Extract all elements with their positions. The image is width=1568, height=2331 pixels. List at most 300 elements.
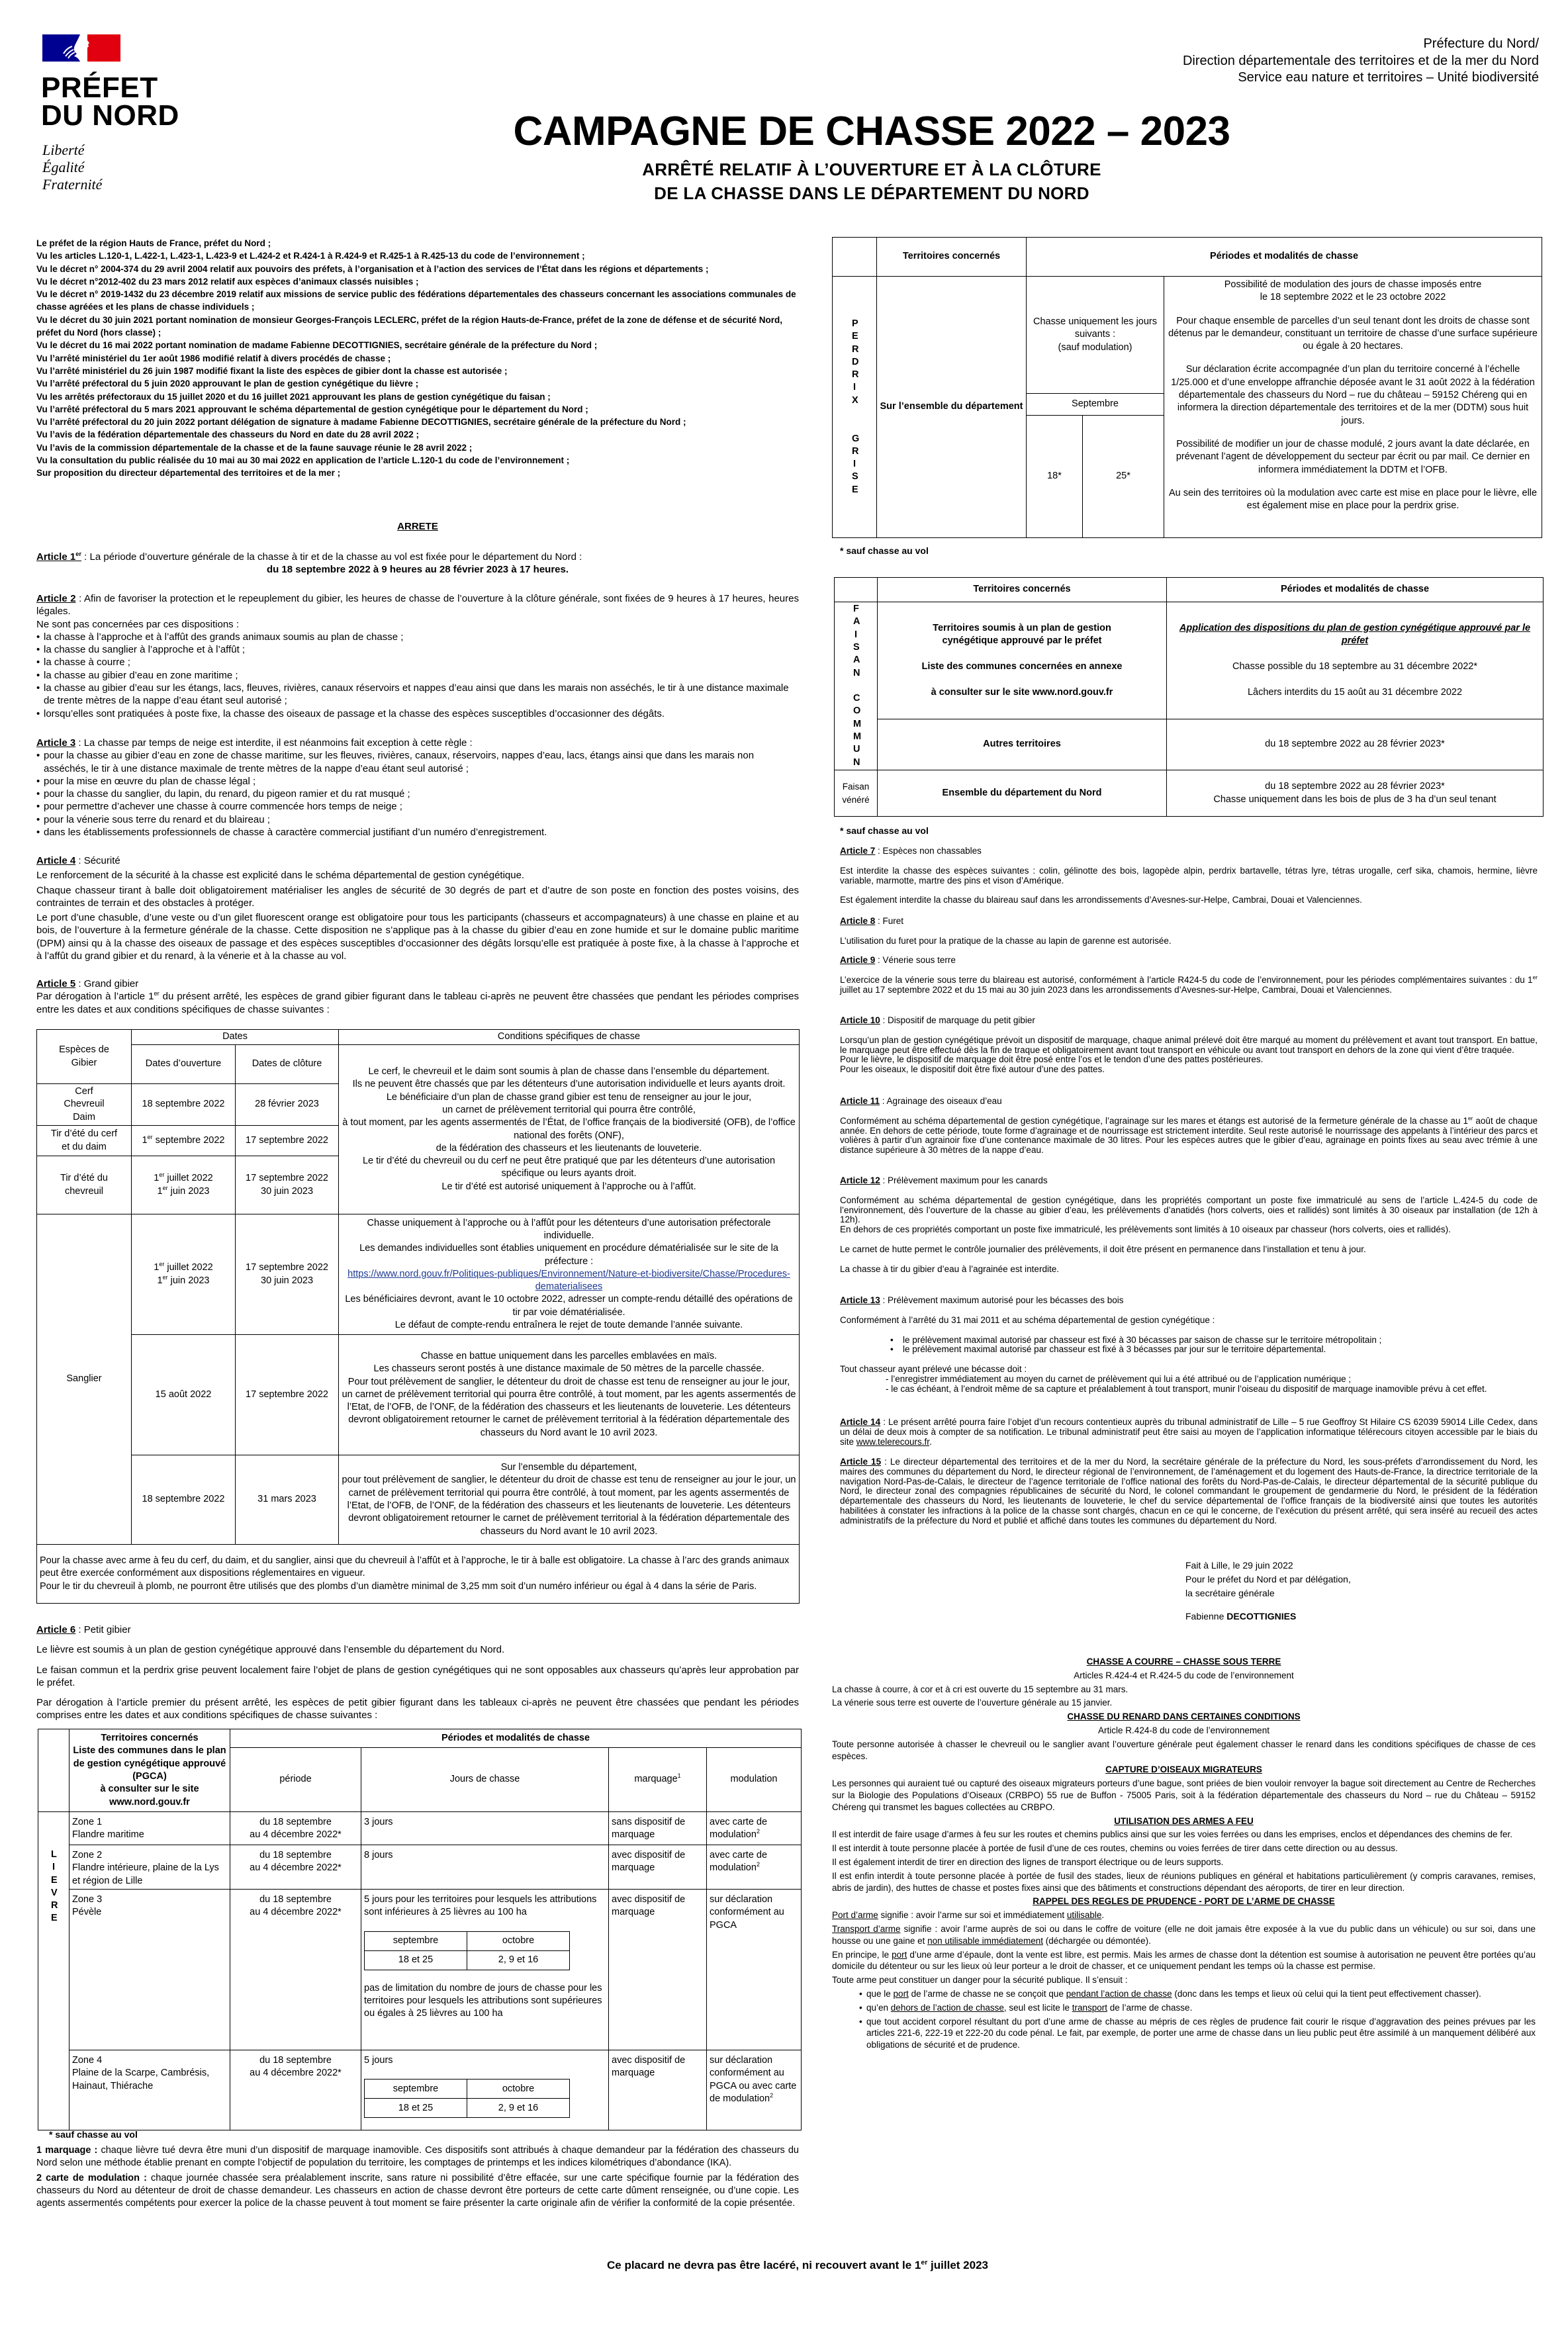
section-paragraph: Il est enfin interdit à toute personne placée à portée de fusil des stades, lieux de réunions publiques en général et habitations particulièrement (y compris caravanes, remises, abris de jardin), des huttes de chasse et postes fixes ainsi que des bâtiments et constructions dépendant des aéroports, de tirer en leur direction. bbox=[832, 1870, 1536, 1893]
preamble-considerations bbox=[36, 237, 799, 480]
article-3-text bbox=[36, 737, 799, 749]
zone-number: Zone 2 bbox=[72, 1850, 103, 1860]
modulation-cell bbox=[707, 1812, 802, 1845]
article-12 bbox=[840, 1176, 1538, 1275]
header-days: Jours de chasse bbox=[361, 1748, 609, 1812]
article-paragraph bbox=[840, 1418, 1538, 1447]
date-line: 30 juin 2023 bbox=[261, 1185, 314, 1197]
article-paragraph: Le renforcement de la sécurité à la chasse est explicité dans le schéma départemental de gestion cynégétique. bbox=[36, 870, 525, 882]
title-block bbox=[199, 111, 1545, 205]
article-label: Article 7 bbox=[840, 846, 876, 856]
article-title: : Prélèvement maximum autorisé pour les bécasses des bois bbox=[880, 1295, 1124, 1305]
article-10-heading bbox=[840, 1016, 1538, 1026]
emphasis: non utilisable immédiatement bbox=[927, 1935, 1043, 1946]
condition-line: Le cerf, le chevreuil et le daim sont soumis à plan de chasse dans l’ensemble du département. bbox=[368, 1066, 770, 1077]
article-11-heading bbox=[840, 1097, 1538, 1107]
article-6 bbox=[36, 1623, 799, 1722]
hunting-days-subtable bbox=[364, 1931, 570, 1970]
header-territories: Territoires concernés bbox=[877, 238, 1027, 277]
text-segment: En principe, le bbox=[832, 1949, 892, 1960]
period-cell bbox=[230, 1812, 361, 1845]
emphasis: transport bbox=[1072, 2002, 1107, 2013]
table-note-row bbox=[37, 1545, 800, 1604]
ordinal-suffix: er bbox=[1467, 1115, 1473, 1122]
text-segment: Par dérogation à l’article 1 bbox=[36, 991, 154, 1003]
species-name: Daim bbox=[73, 1111, 95, 1122]
list-item: • pour la vénerie sous terre du renard et du blaireau ; bbox=[36, 813, 799, 826]
preamble-line: Vu le décret n° 2004-374 du 29 avril 2004 relatif aux pouvoirs des préfets, à l’organisation et à l’action des services de l’État dans les régions et départements ; bbox=[36, 263, 709, 274]
table-row bbox=[38, 1812, 802, 1845]
section-heading: RAPPEL DES REGLES DE PRUDENCE - PORT DE L’ARME DE CHASSE bbox=[1033, 1896, 1335, 1907]
ordinal-suffix: er bbox=[1532, 974, 1538, 981]
hunting-days-subtable bbox=[364, 2079, 570, 2118]
date-text: septembre 2022 bbox=[152, 1134, 225, 1146]
text-segment: qu’en bbox=[866, 2002, 891, 2013]
table-row bbox=[37, 1335, 800, 1455]
table-header-row bbox=[37, 1030, 800, 1045]
boar-conditions-cell bbox=[339, 1214, 800, 1335]
note-line: Pour la chasse avec arme à feu du cerf, du daim, et du sanglier, ainsi que du chevreuil à l’affût et à l’approche, le tir à balle est obligatoire. La chasse à l’arc des grands animaux peut être exercée conformément aux dispositions réglementaires en vigueur. bbox=[40, 1555, 790, 1579]
article-label: Article 11 bbox=[840, 1096, 880, 1106]
list-item: • dans les établissements professionnels de chasse à caractère commercial justifiant d’un numéro d’enregistrement. bbox=[36, 826, 799, 839]
month-cell: septembre bbox=[365, 2080, 467, 2099]
header-periods: Périodes et modalités de chasse bbox=[230, 1729, 802, 1748]
subtitle-line: ARRÊTÉ RELATIF À L’OUVERTURE ET À LA CLÔTURE bbox=[642, 160, 1101, 179]
article-paragraph: Chaque chasseur tirant à balle doit obligatoirement matérialiser les angles de sécurité de 30 degrés de part et d’autre de son poste en fonction des postes voisins, des contraintes de terrain et des obstacles à protéger. bbox=[36, 884, 799, 909]
zone-name: Pévèle bbox=[72, 1907, 102, 1918]
dates-cell: 18 et 25 bbox=[365, 2099, 467, 2118]
article-label: Article 12 bbox=[840, 1175, 880, 1185]
header-periods: Périodes et modalités de chasse bbox=[1167, 578, 1544, 602]
zone-name: Plaine de la Scarpe, Cambrésis, Hainaut, Thiérache bbox=[72, 2068, 210, 2091]
signatory-first-name: Fabienne bbox=[1185, 1611, 1227, 1622]
article-4 bbox=[36, 854, 799, 962]
note-line: Pour le tir du chevreuil à plomb, ne pourront être utilisés que des plombs d’un diamètre minimal de 3,25 mm soit d’un numéro inférieur ou égal à 4 dans la série de Paris. bbox=[40, 1580, 757, 1592]
annex-reminders bbox=[832, 1654, 1536, 2051]
header-line: Territoires concernés bbox=[101, 1733, 199, 1744]
footnote-ref: 2 bbox=[756, 1828, 760, 1835]
emphasis: port bbox=[893, 1988, 909, 1999]
condition-line: Le tir d’été est autorisé uniquement à l’approche ou à l’affût. bbox=[441, 1181, 696, 1192]
signature-role: la secrétaire générale bbox=[1185, 1588, 1275, 1598]
arrete-heading: ARRETE bbox=[397, 521, 438, 532]
modulation-cell: sur déclaration conformément au PGCA bbox=[707, 1890, 802, 2050]
article-2-text bbox=[36, 592, 799, 618]
closing-date-cell: 17 septembre 2022 bbox=[236, 1126, 339, 1156]
principle-paragraph bbox=[832, 1949, 1536, 1973]
article-title: : Furet bbox=[875, 916, 904, 926]
dates-cell: 18 et 25 bbox=[365, 1950, 467, 1970]
article-body: : La période d’ouverture générale de la chasse à tir et de la chasse au vol est fixée pour le département du Nord : bbox=[81, 551, 582, 563]
territory-cell: Ensemble du département du Nord bbox=[878, 770, 1167, 817]
article-6-heading bbox=[36, 1623, 799, 1636]
modality-paragraph: Pour chaque ensemble de parcelles d’un seul tenant dont les droits de chasse sont détenus par le demandeur, constituant un territoire de chasse d’une surface supérieure ou égale à 20 hectares. bbox=[1168, 315, 1538, 352]
footnote-2 bbox=[36, 2172, 799, 2211]
modulation-text: avec carte de modulation bbox=[710, 1817, 768, 1841]
signature-place-date: Fait à Lille, le 29 juin 2022 bbox=[1185, 1560, 1293, 1571]
table-note-cell bbox=[37, 1545, 800, 1604]
article-body: : Le présent arrêté pourra faire l’objet d’un recours contentieux auprès du tribunal administratif de Lille – 5 rue Geoffroy St Hilaire CS 62039 59014 Lille Cedex, dans un délai de deux mois à compter de sa notification. Le tribunal administratif peut être saisi au moyen de l’application informatique télérecours citoyen accessible par le biais du site bbox=[840, 1417, 1538, 1447]
zone-name: Flandre maritime bbox=[72, 1829, 144, 1841]
month-cell: octobre bbox=[467, 2080, 570, 2099]
date-text: juillet 2022 bbox=[164, 1262, 213, 1273]
posting-notice-footer bbox=[268, 2258, 1327, 2273]
text-segment: du présent arrêté, les espèces de grand gibier figurant dans le tableau ci-après ne peuvent être chassées que pendant les périodes comprises entre les dates et aux conditions spécifiques de chasse suivantes : bbox=[36, 991, 800, 1015]
text-segment: août de chaque année. En dehors de cette période, toute forme d’agrainage et de nourrissage est strictement interdite. Seul reste autorisé le nourrissage des appelants à l’intérieur des parcs et volières à partir d’un agrainoir fixe d’une contenance maximale de 30 litres. Pour les espèces autres que le gibier d’eau, agrainage en points fixes au seau avec trémie à une distance supérieure à 30 mètres de la nappe d’eau. bbox=[840, 1115, 1538, 1156]
species-letters-cell bbox=[833, 277, 877, 538]
date-text: 1 bbox=[142, 1134, 148, 1146]
modulation-text: sur déclaration conformément au PGCA ou avec carte de modulation bbox=[710, 2055, 797, 2104]
article-13 bbox=[840, 1296, 1538, 1394]
preamble-line: Vu l’avis de la fédération départementale des chasseurs du Nord en date du 28 avril 2022 ; bbox=[36, 430, 419, 440]
prefet-du-nord-logotype bbox=[41, 71, 179, 132]
section-heading: UTILISATION DES ARMES A FEU bbox=[1114, 1815, 1254, 1826]
modality-line: Possibilité de modulation des jours de chasse imposés entre bbox=[1224, 279, 1482, 290]
perdrix-grise-table bbox=[832, 237, 1542, 538]
month-cell: octobre bbox=[467, 1931, 570, 1950]
article-13-heading bbox=[840, 1296, 1538, 1306]
article-paragraph: Tout chasseur ayant prélevé une bécasse doit : bbox=[840, 1364, 1027, 1375]
article-paragraph: La chasse à tir du gibier d’eau à l’agrainée est interdite. bbox=[840, 1263, 1059, 1274]
article-paragraph bbox=[840, 1117, 1538, 1156]
table-row bbox=[37, 1214, 800, 1335]
article-paragraph bbox=[36, 990, 799, 1016]
opening-date-cell bbox=[132, 1214, 236, 1335]
text-segment: signifie : avoir l’arme auprès de soi ou dans le coffre de voiture (elle ne doit jamais être exposée à la vue du public dans un véhicule) ou sur soi, dans une housse ou une gaine et bbox=[832, 1923, 1536, 1946]
list-item: • la chasse à courre ; bbox=[36, 656, 799, 668]
date-line: 30 juin 2023 bbox=[261, 1275, 314, 1286]
preamble-line: Vu l’arrêté ministériel du 26 juin 1987 modifié fixant la liste des espèces de gibier dont la chasse est autorisée ; bbox=[36, 365, 508, 376]
telerecours-link[interactable]: www.telerecours.fr bbox=[856, 1436, 930, 1447]
article-label: Article 8 bbox=[840, 916, 876, 926]
day-cell: 18* bbox=[1027, 416, 1083, 538]
footnote-1 bbox=[36, 2144, 799, 2170]
text-segment: L’exercice de la vénerie sous terre du blaireau est autorisé, conformément à l’article R424-5 du code de l’environnement, pour les périodes complémentaires suivantes : du 1 bbox=[840, 974, 1533, 985]
article-9-heading bbox=[840, 956, 1538, 966]
signature-delegation: Pour le préfet du Nord et par délégation, bbox=[1185, 1574, 1351, 1584]
footnote-ref: 2 bbox=[770, 2092, 774, 2099]
article-4-heading bbox=[36, 854, 799, 867]
table-row bbox=[835, 719, 1544, 770]
preamble-line: Vu le décret du 30 juin 2021 portant nomination de monsieur Georges-François LECLERC, préfet de la région Hauts-de-France, préfet de la zone de défense et de sécurité Nord, préfet du Nord (hors classe) ; bbox=[36, 314, 782, 338]
footer-text: juillet 2023 bbox=[927, 2259, 988, 2271]
article-paragraph: L’utilisation du furet pour la pratique de la chasse au lapin de garenne est autorisée. bbox=[840, 935, 1172, 946]
subtable-row bbox=[365, 2099, 570, 2118]
zone-number: Zone 1 bbox=[72, 1817, 103, 1827]
article-label: Article 10 bbox=[840, 1015, 880, 1025]
territory-line: Liste des communes concernées en annexe bbox=[921, 661, 1123, 672]
species-cell: Sanglier bbox=[37, 1214, 132, 1545]
article-11 bbox=[840, 1097, 1538, 1156]
days-intro: Chasse uniquement les jours suivants : bbox=[1033, 316, 1157, 340]
article-paragraph: Le carnet de hutte permet le contrôle journalier des prélèvements, il doit être présent en permanence dans l’installation et tenu à jour. bbox=[840, 1244, 1366, 1254]
article-paragraph: Le lièvre est soumis à un plan de gestion cynégétique approuvé dans l’ensemble du département du Nord. bbox=[36, 1644, 505, 1656]
list-item: • pour la chasse au gibier d’eau en zone de chasse maritime, sur les fleuves, rivières, canaux, réservoirs, nappes d’eau, lacs, étangs ainsi que dans les marais non asséchés, le tir à une distance maximale de trente mètres de la nappe d’eau étant seul autorisé ; bbox=[36, 749, 799, 775]
term: Transport d’arme bbox=[832, 1923, 901, 1934]
preamble-line: Sur proposition du directeur départemental des territoires et de la mer ; bbox=[36, 468, 341, 479]
table-row bbox=[38, 1890, 802, 2050]
date-line bbox=[134, 1185, 232, 1198]
issuing-authority bbox=[1183, 36, 1539, 87]
territory-cell: Autres territoires bbox=[878, 719, 1167, 770]
modalities-title: Application des dispositions du plan de gestion cynégétique approuvé par le préfet bbox=[1179, 623, 1531, 647]
table-row bbox=[38, 2050, 802, 2130]
days-text: 5 jours pour les territoires pour lesquels les attributions sont inférieures à 25 lièvres au 100 ha bbox=[364, 1894, 597, 1918]
condition-line: un carnet de prélèvement territorial qui pourra être contrôlé, bbox=[442, 1104, 696, 1115]
preamble-line: Vu l’avis de la commission départementale de la chasse et de la faune sauvage réunie le 28 avril 2022 ; bbox=[36, 442, 473, 453]
condition-line: pour tout prélèvement de sanglier, le détenteur du droit de chasse est tenu de renseigner au jour le jour, un carnet de prélèvement territorial qui pourra être contrôlé, à tout moment, par les agents assermentés de l’Etat, de l’OFB, de l’ONF, de la fédération des chasseurs et les lieutenants de louveterie. Les détenteurs devront obligatoirement retourner le carnet de prélèvement territorial à la fédération départementale des chasseurs du Nord avant le 10 avril 2023. bbox=[342, 1475, 796, 1537]
closing-date-cell: 31 mars 2023 bbox=[236, 1455, 339, 1545]
list-item: - l’enregistrer immédiatement au moyen du carnet de prélèvement qui lui a été attribué ou de l’application numérique ; bbox=[886, 1373, 1352, 1384]
modulation-text: avec carte de modulation bbox=[710, 1850, 768, 1874]
article-paragraph: Lorsqu’un plan de gestion cynégétique prévoit un dispositif de marquage, chaque animal prélevé doit être marqué au moment du prélèvement et avant tout transport. En battue, le marquage peut être effectué dès la fin de traque et obligatoirement avant tout transport en véhicule ou avant tout transport en dehors de la zone qui vient d’être traquée. bbox=[840, 1034, 1538, 1055]
header-territories: Territoires concernés bbox=[878, 578, 1167, 602]
emphasis: port bbox=[892, 1949, 907, 1960]
modalities-cell bbox=[1167, 770, 1544, 817]
days-extra-text: pas de limitation du nombre de jours de chasse pour les territoires pour lesquels les attributions sont supérieures ou égales à 25 lièvres au 100 ha bbox=[364, 1982, 602, 2019]
footnote-text: chaque journée chassée sera préalablement inscrite, sans rature ni possibilité d’être effacée, sur une carte spécifique fournie par la fédération des chasseurs du Nord au détenteur de droit de chasse demandeur. Les chasseurs en action de chasse devront être porteurs de cette carte dûment renseignée, ou d’une copie. Les agents assermentés compétents pour exercer la police de la chasse peuvent à tout moment se faire présenter la carte originale afin de vérifier la conformité de la copie présentée. bbox=[36, 2172, 799, 2209]
table-row bbox=[38, 1845, 802, 1890]
article-paragraph: Est également interdite la chasse du blaireau sauf dans les arrondissements d’Avesnes-sur-Helpe, Cambrai, Douai et Valenciennes. bbox=[840, 895, 1362, 905]
month-cell: Septembre bbox=[1027, 394, 1164, 416]
article-label: Article 4 bbox=[36, 855, 76, 866]
date-text: 1 bbox=[157, 1185, 163, 1197]
article-title: : Dispositif de marquage du petit gibier bbox=[880, 1015, 1035, 1025]
table-row bbox=[37, 1455, 800, 1545]
text-segment: que le bbox=[866, 1988, 894, 1999]
article-title: : Grand gibier bbox=[75, 978, 139, 989]
species-cell bbox=[37, 1084, 132, 1126]
opening-date-cell bbox=[132, 1156, 236, 1214]
article-title: : Petit gibier bbox=[75, 1624, 131, 1635]
list-item: • le prélèvement maximal autorisé par chasseur est fixé à 3 bécasses par jour sur le territoire départemental. bbox=[840, 1345, 1538, 1355]
article-label-text: Article 1 bbox=[36, 551, 76, 563]
modalities-cell: du 18 septembre 2022 au 28 février 2023* bbox=[1167, 719, 1544, 770]
modality-paragraph: Au sein des territoires où la modulation avec carte est mise en place pour le lièvre, elle est également mise en place pour la perdrix grise. bbox=[1168, 487, 1538, 512]
days-cell: 8 jours bbox=[361, 1845, 609, 1890]
species-cell: Tir d’été du chevreuil bbox=[37, 1156, 132, 1214]
grand-gibier-table bbox=[36, 1029, 800, 1604]
list-item bbox=[832, 2002, 1536, 2014]
article-8-heading bbox=[840, 917, 1538, 927]
closing-date-cell: 28 février 2023 bbox=[236, 1084, 339, 1126]
day-cell: 25* bbox=[1083, 416, 1164, 538]
date-line: 17 septembre 2022 bbox=[246, 1262, 328, 1273]
modulation-cell bbox=[707, 1845, 802, 1890]
territory-line: à consulter sur le site www.nord.gouv.fr bbox=[931, 686, 1113, 698]
text-segment: (déchargée ou démontée). bbox=[1042, 1935, 1151, 1946]
article-2 bbox=[36, 592, 799, 720]
species-letters-cell bbox=[38, 1812, 69, 2130]
article-paragraph: Le faisan commun et la perdrix grise peuvent localement faire l’objet de plans de gestion cynégétiques qui ne sont opposables aux chasseurs qu’après leur approbation par le préfet. bbox=[36, 1664, 799, 1688]
section-paragraph: La vénerie sous terre est ouverte de l’ouverture générale au 15 janvier. bbox=[832, 1698, 1113, 1708]
list-item: • pour la mise en œuvre du plan de chasse légal ; bbox=[36, 775, 799, 788]
list-item: • la chasse au gibier d’eau en zone maritime ; bbox=[36, 669, 799, 682]
condition-line: de la fédération des chasseurs et les lieutenants de louveterie. bbox=[436, 1142, 702, 1154]
article-1-text bbox=[36, 551, 799, 563]
article-label: Article 14 bbox=[840, 1417, 881, 1427]
closing-date-cell bbox=[236, 1214, 339, 1335]
species-name: Cerf bbox=[75, 1086, 93, 1097]
text-segment: Conformément au schéma départemental de gestion cynégétique, l’agrainage sur les mares et étangs est autorisé de la fermeture générale de la chasse au 1 bbox=[840, 1115, 1468, 1126]
footnote-star: * sauf chasse au vol bbox=[840, 825, 929, 836]
modality-paragraph: Sur déclaration écrite accompagnée d’un plan du territoire concerné à l’échelle 1/25.000 et d’une enveloppe affranchie déposée avant le 31 août 2022 à la fédération départementale des chasseurs du Nord – rue du château – 59152 Chéreng qui en informera la direction départementale des territoires et de la mer (DDTM) sous huit jours. bbox=[1171, 364, 1535, 426]
zone-cell bbox=[69, 1890, 230, 2050]
section-paragraph: La chasse à courre, à cor et à cri est ouverte du 15 septembre au 31 mars. bbox=[832, 1684, 1129, 1694]
table-row bbox=[833, 277, 1542, 394]
ordinal-suffix: er bbox=[162, 1184, 168, 1191]
text-segment: de l’arme de chasse ne se conçoit que bbox=[908, 1988, 1066, 1999]
table-header-row bbox=[835, 578, 1544, 602]
preamble-line: Vu l’arrêté préfectoral du 5 juin 2020 approuvant le plan de gestion cynégétique du lièvre ; bbox=[36, 379, 419, 389]
ordinal-suffix: er bbox=[159, 1261, 165, 1268]
text-segment: de l’arme de chasse. bbox=[1107, 2002, 1193, 2013]
condition-line: à tout moment, par les agents assermentés de l’État, de l’office français de la biodiversité (OFB), de l’office national des forêts (ONF), bbox=[342, 1117, 796, 1141]
section-heading: CAPTURE D’OISEAUX MIGRATEURS bbox=[1105, 1764, 1262, 1775]
preamble-line: Vu l’arrêté préfectoral du 5 mars 2021 approuvant le schéma départemental de gestion cynégétique pour le département du Nord ; bbox=[36, 404, 588, 414]
text-segment: d’une arme d’épaule, dont la vente est libre, est permis. Mais les armes de chasse dont la détention est soumise à autorisation ne peuvent être portées qu’au domicile du détenteur ou sur les lieux où leur porteur a le droit de chasser, et ce uniquement pendant les temps où la chasse est permise. bbox=[832, 1949, 1536, 1972]
list-item: • lorsqu’elles sont pratiquées à poste fixe, la chasse des oiseaux de passage et la chasse des espèces susceptibles d’occasionner des dégâts. bbox=[36, 708, 799, 720]
species-letters-cell bbox=[835, 602, 878, 770]
table-header-row bbox=[38, 1729, 802, 1748]
ordinal-suffix: er bbox=[921, 2258, 928, 2267]
article-title: : Sécurité bbox=[75, 855, 120, 866]
motto-liberte: Liberté bbox=[42, 142, 85, 158]
empty-corner-cell bbox=[38, 1729, 69, 1812]
closing-date-cell: 17 septembre 2022 bbox=[236, 1335, 339, 1455]
republic-motto bbox=[42, 142, 102, 193]
article-10 bbox=[840, 1016, 1538, 1075]
section-reference: Articles R.424-4 et R.424-5 du code de l’environnement bbox=[1074, 1670, 1294, 1680]
issuer-line: Service eau nature et territoires – Unité biodiversité bbox=[1238, 70, 1539, 85]
port-definition bbox=[832, 1909, 1536, 1921]
header-line: Liste des communes dans le plan de gestion cynégétique approuvé (PGCA) bbox=[73, 1745, 226, 1782]
emphasis: pendant l’action de chasse bbox=[1066, 1988, 1172, 1999]
modality-line: du 18 septembre 2022 au 28 février 2023* bbox=[1265, 781, 1445, 792]
article-paragraph: Par dérogation à l’article premier du présent arrêté, les espèces de petit gibier figurant dans les tableaux ci-après ne peuvent être chassées que pendant les périodes comprises entre les dates et aux conditions spécifiques de chasse suivantes : bbox=[36, 1697, 799, 1721]
article-paragraph: Conformément au schéma départemental de gestion cynégétique, dans les propriétés comportant un poste fixe immatriculé au sens de l’article L.424-5 du code de l’environnement, dès l’ouverture de la chasse au gibier d’eau, les prélèvements d’anatidés (hors colverts, oies et rallidés) sont limités à 30 oiseaux par installation (de 12h à 12h). bbox=[840, 1195, 1538, 1225]
table-row bbox=[835, 602, 1544, 719]
boar-conditions-cell bbox=[339, 1455, 800, 1545]
condition-line: Les chasseurs seront postés à une distance maximale de 50 mètres de la parcelle chassée. bbox=[373, 1363, 764, 1375]
date-line bbox=[134, 1275, 232, 1287]
condition-line: Sur l’ensemble du département, bbox=[500, 1462, 637, 1473]
dates-cell: 2, 9 et 16 bbox=[467, 2099, 570, 2118]
general-opening-dates: du 18 septembre 2022 à 9 heures au 28 février 2023 à 17 heures. bbox=[266, 564, 569, 576]
preamble-line: Vu le décret du 16 mai 2022 portant nomination de madame Fabienne DECOTTIGNIES, secrétaire générale de la préfecture du Nord ; bbox=[36, 340, 598, 351]
opening-date-cell bbox=[132, 1126, 236, 1156]
faisan-table bbox=[834, 577, 1544, 817]
article-9 bbox=[840, 956, 1538, 995]
condition-line: Chasse uniquement à l’approche ou à l’affût pour les détenteurs d’une autorisation préfectorale individuelle. bbox=[367, 1217, 771, 1241]
days-intro-cell bbox=[1027, 277, 1164, 394]
date-line bbox=[134, 1172, 232, 1185]
condition-line: Le défaut de compte-rendu entraînera le rejet de toute demande l’année suivante. bbox=[394, 1320, 743, 1331]
header-line: à consulter sur le site www.nord.gouv.fr bbox=[100, 1784, 199, 1807]
section-paragraph: Les personnes qui auraient tué ou capturé des oiseaux migrateurs porteurs d’une bague, sont priées de bien vouloir renvoyer la bague soit directement au Centre de Recherches sur la Biologie des Populations d’Oiseaux (CRBPO) 55 rue de Buffon - 75005 Paris, soit à la fédération départementale des chasseurs du Nord – rue du Château – 59152 Chéreng qui transmet les bagues collectées au CRBPO. bbox=[832, 1778, 1536, 1812]
footnote-label: 2 carte de modulation : bbox=[36, 2172, 147, 2183]
article-title: : Agrainage des oiseaux d’eau bbox=[880, 1096, 1002, 1106]
condition-line: Pour tout prélèvement de sanglier, le détenteur du droit de chasse est tenu de renseigner au jour le jour, un carnet de prélèvement territorial qui pourra être contrôlé, à tout moment, par les agents assermentés de l’Etat, de l’OFB, de l’ONF, de la fédération des chasseurs et les lieutenants de louveterie. Les détenteurs devront obligatoirement retourner le carnet de prélèvement territorial à la fédération départementale des chasseurs du Nord avant le 10 avril 2023. bbox=[342, 1376, 796, 1438]
article-title: : Prélèvement maximum pour les canards bbox=[880, 1175, 1048, 1185]
modality-line: Lâchers interdits du 15 août au 31 décembre 2022 bbox=[1247, 686, 1463, 698]
article-label: Article 13 bbox=[840, 1295, 880, 1305]
date-line bbox=[134, 1261, 232, 1274]
date-line: 17 septembre 2022 bbox=[246, 1173, 328, 1184]
date-text: juillet 2022 bbox=[164, 1173, 213, 1184]
preamble-line: Vu le décret n°2012-402 du 23 mars 2012 relatif aux espèces d’animaux classés nuisibles ; bbox=[36, 276, 419, 287]
deer-conditions-cell bbox=[339, 1045, 800, 1214]
article-label: Article 6 bbox=[36, 1624, 76, 1635]
date-text: juin 2023 bbox=[167, 1185, 210, 1197]
issuer-line: Préfecture du Nord/ bbox=[1423, 36, 1539, 51]
subtitle-line: DE LA CHASSE DANS LE DÉPARTEMENT DU NORD bbox=[654, 183, 1089, 203]
signatory-last-name: DECOTTIGNIES bbox=[1226, 1611, 1297, 1622]
header-periods: Périodes et modalités de chasse bbox=[1027, 238, 1542, 277]
page-subtitle bbox=[199, 158, 1545, 205]
list-item: - le cas échéant, à l’endroit même de sa capture et préalablement à tout transport, munir l’oiseau du dispositif de marquage inamovible prévu à cet effet. bbox=[886, 1383, 1487, 1394]
species-vertical-label: LIEVRE bbox=[50, 1849, 58, 1924]
marianne-logo-icon bbox=[42, 34, 120, 62]
period-line: au 4 décembre 2022* bbox=[250, 1862, 342, 1874]
modality-line: Chasse possible du 18 septembre au 31 décembre 2022* bbox=[1232, 661, 1477, 672]
article-5 bbox=[36, 978, 799, 1016]
signature-block bbox=[1185, 1559, 1351, 1623]
text-segment: (donc dans les temps et lieux où celui qui la tient peut effectivement chasser). bbox=[1172, 1988, 1481, 1999]
condition-line: Ils ne peuvent être chassés que par les détenteurs d’une autorisation individuelle et leurs ayants droit. bbox=[352, 1079, 786, 1090]
section-paragraph: Il est interdit à toute personne placée à portée de fusil d’une de ces routes, chemins ou voies ferrées de tirer dans cette direction ou au dessus. bbox=[832, 1843, 1398, 1854]
period-line: du 18 septembre bbox=[259, 1894, 332, 1905]
zone-number: Zone 4 bbox=[72, 2055, 103, 2066]
article-paragraph: Est interdite la chasse des espèces suivantes : colin, gélinotte des bois, lagopède alpin, perdrix bartavelle, tétras lyre, tétras urogalle, cerf sika, chamois, hermine, lièvre variable, marmotte, martre des pins et vison d’Amérique. bbox=[840, 865, 1538, 886]
article-body: : Afin de favoriser la protection et le repeuplement du gibier, les heures de chasse de l’ouverture à la clôture générale, sont fixées de 9 heures à 17 heures, heures légales. bbox=[36, 593, 799, 617]
article-paragraph: Conformément à l’arrêté du 31 mai 2011 et au schéma départemental de gestion cynégétique : bbox=[840, 1314, 1215, 1325]
text-segment: . bbox=[1101, 1910, 1105, 1921]
species-vertical-label: GRISE bbox=[851, 433, 860, 495]
table-header-row bbox=[37, 1045, 800, 1084]
section-heading: CHASSE DU RENARD DANS CERTAINES CONDITIONS bbox=[1067, 1712, 1301, 1722]
modality-paragraph: Possibilité de modifier un jour de chasse modulé, 2 jours avant la date déclarée, en prévenant l’agent de développement du secteur par écrit ou par mail. Ce dernier en informera immédiatement la DDTM et l’OFB. bbox=[1176, 438, 1530, 475]
list-item: • que tout accident corporel résultant du port d’une arme de chasse au mépris de ces règles de prudence fait courir le risque d’aggravation des peines prévues par les articles 221-6, 222-19 et 222-20 du code pénal. Le fait, par exemple, de porter une arme de chasse dans un lieu public peut être assimilé à un manquement délibéré aux obligations de sécurité et de prudence. bbox=[832, 2016, 1536, 2051]
preamble-line: Vu les arrêtés préfectoraux du 15 juillet 2020 et du 16 juillet 2021 approuvant les plans de gestion cynégétique du faisan ; bbox=[36, 391, 551, 402]
empty-corner-cell bbox=[835, 578, 878, 602]
opening-date-cell: 18 septembre 2022 bbox=[132, 1455, 236, 1545]
footnote-ref: 1 bbox=[677, 1772, 681, 1780]
opening-date-cell: 18 septembre 2022 bbox=[132, 1084, 236, 1126]
article-15 bbox=[840, 1457, 1538, 1526]
marking-cell: sans dispositif de marquage bbox=[609, 1812, 707, 1845]
month-cell: septembre bbox=[365, 1931, 467, 1950]
species-vertical-label: COMMUN bbox=[853, 693, 862, 768]
footnote-text: chaque lièvre tué devra être muni d’un dispositif de marquage inamovible. Ces dispositifs sont attribués à chaque demandeur par la fédération des chasseurs du Nord selon une méthode établie prenant en compte l’objectif de population du territoire, les comptages de printemps et les indices kilométriques d’abondance (IKA). bbox=[36, 2145, 799, 2169]
marking-cell: avec dispositif de marquage bbox=[609, 1890, 707, 2050]
marking-cell: avec dispositif de marquage bbox=[609, 2050, 707, 2130]
species-cell: Faisan vénéré bbox=[835, 770, 878, 817]
text-segment: seul est licite le bbox=[1006, 2002, 1072, 2013]
closing-date-cell bbox=[236, 1156, 339, 1214]
text-segment: signifie : avoir l’arme sur soi et immédiatement bbox=[878, 1910, 1067, 1921]
condition-line: Les bénéficiaires devront, avant le 10 octobre 2022, adresser un compte-rendu détaillé des opérations de tir par voie dématérialisée. bbox=[345, 1294, 793, 1318]
article-body: : La chasse par temps de neige est interdite, il est néanmoins fait exception à cette règle : bbox=[75, 737, 473, 749]
date-text: 1 bbox=[154, 1173, 160, 1184]
list-item: • la chasse au gibier d’eau sur les étangs, lacs, fleuves, rivières, canaux réservoirs et nappes d’eau ainsi que dans les marais non asséchés, le tir à une distance maximale de trente mètres de la nappe d’eau étant seul autorisé ; bbox=[36, 682, 799, 708]
modalities-cell bbox=[1164, 277, 1542, 538]
footnote-label: 1 marquage : bbox=[36, 2145, 98, 2156]
term: Port d’arme bbox=[832, 1910, 878, 1921]
procedures-dematerialisees-link[interactable]: https://www.nord.gouv.fr/Politiques-publiques/Environnement/Nature-et-biodiversite/Chasse/Procedures-dematerialisees bbox=[347, 1268, 790, 1293]
date-text: 1 bbox=[154, 1262, 160, 1273]
logo-line-2: DU NORD bbox=[41, 99, 179, 132]
